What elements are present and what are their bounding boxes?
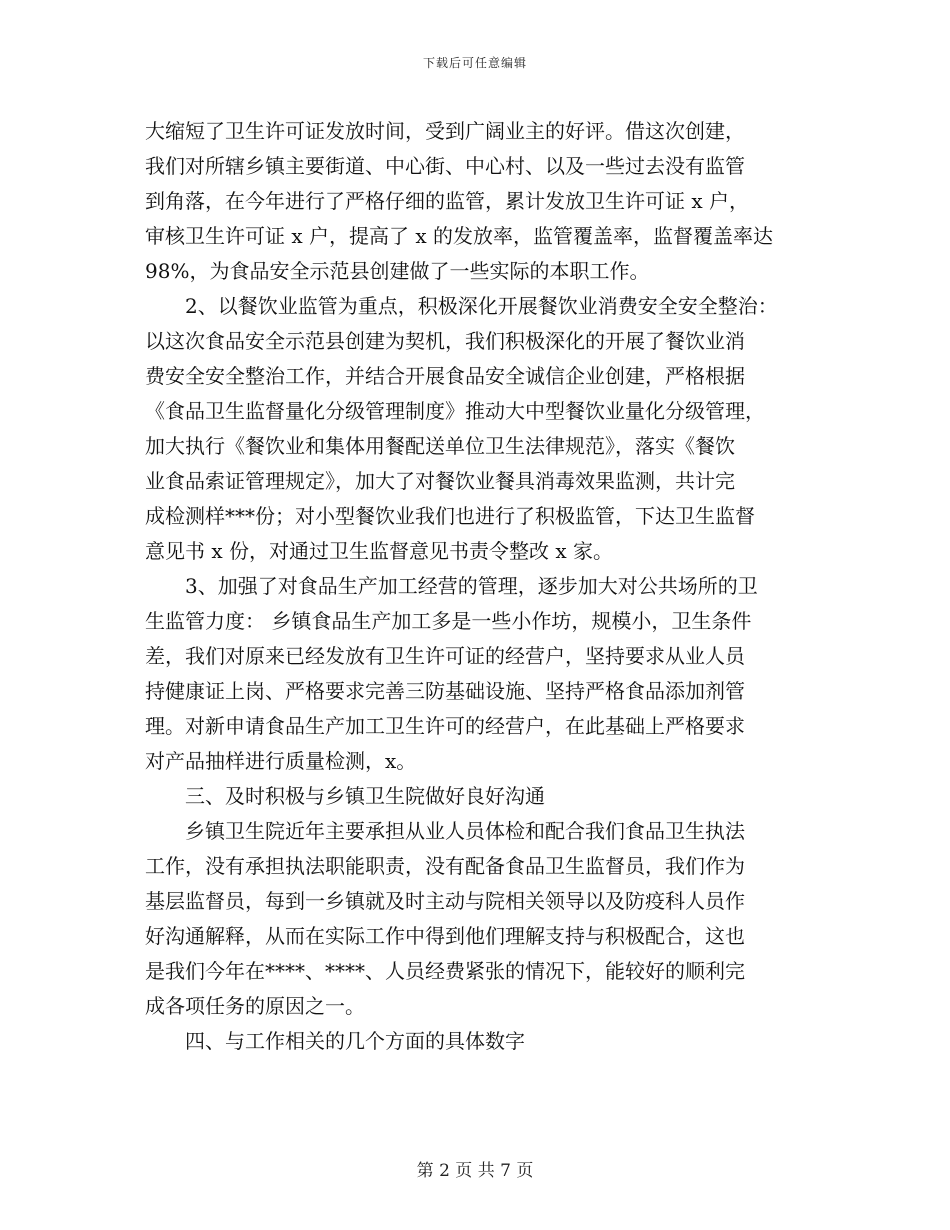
page-footer: 第 2 页 共 7 页 <box>416 1161 534 1181</box>
text-line: 持健康证上岗、严格要求完善三防基础设施、坚持严格食品添加剂管 <box>145 679 745 703</box>
text-line: 差，我们对原来已经发放有卫生许可证的经营户，坚持要求从业人员 <box>145 644 745 668</box>
text-line: 对产品抽样进行质量检测，x。 <box>145 749 417 773</box>
text-line: 生监管力度： 乡镇食品生产加工多是一些小作坊，规模小，卫生条件 <box>145 609 752 633</box>
text-line: 98%，为食品安全示范县创建做了一些实际的本职工作。 <box>145 259 650 283</box>
paragraph-heading-2: 2、以餐饮业监管为重点，积极深化开展餐饮业消费安全安全整治： <box>185 294 778 318</box>
text-line: 是我们今年在****、****、人员经费紧张的情况下，能较好的顺利完 <box>145 959 745 983</box>
text-line: 到角落，在今年进行了严格仔细的监管，累计发放卫生许可证 x 户， <box>145 189 749 213</box>
text-line: 理。对新申请食品生产加工卫生许可的经营户，在此基础上严格要求 <box>145 714 745 738</box>
text-line: 基层监督员，每到一乡镇就及时主动与院相关领导以及防疫科人员作 <box>145 889 745 913</box>
text-line: 意见书 x 份，对通过卫生监督意见书责令整改 x 家。 <box>145 539 613 563</box>
page-header: 下载后可任意编辑 <box>422 56 527 70</box>
text-line: 审核卫生许可证 x 户，提高了 x 的发放率，监管覆盖率，监督覆盖率达 <box>145 224 773 248</box>
text-line: 乡镇卫生院近年主要承担从业人员体检和配合我们食品卫生执法 <box>185 819 745 843</box>
text-line: 成检测样***份；对小型餐饮业我们也进行了积极监管，下达卫生监督 <box>145 504 755 528</box>
section-heading-4: 四、与工作相关的几个方面的具体数字 <box>185 1029 525 1053</box>
text-line: 费安全安全整治工作，并结合开展食品安全诚信企业创建，严格根据 <box>145 364 745 388</box>
text-line: 大缩短了卫生许可证发放时间，受到广阔业主的好评。借这次创建， <box>145 119 745 143</box>
section-heading-3: 三、及时积极与乡镇卫生院做好良好沟通 <box>185 784 545 808</box>
paragraph-heading-3: 3、加强了对食品生产加工经营的管理，逐步加大对公共场所的卫 <box>185 574 758 598</box>
text-line: 成各项任务的原因之一。 <box>145 994 365 1018</box>
text-line: 业食品索证管理规定》，加大了对餐饮业餐具消毒效果监测，共计完 <box>145 469 735 493</box>
text-line: 《食品卫生监督量化分级管理制度》推动大中型餐饮业量化分级管理， <box>145 399 765 423</box>
text-line: 我们对所辖乡镇主要街道、中心街、中心村、以及一些过去没有监管 <box>145 154 745 178</box>
document-body <box>145 114 825 1059</box>
text-line: 以这次食品安全示范县创建为契机，我们积极深化的开展了餐饮业消 <box>145 329 745 353</box>
text-line: 工作，没有承担执法职能职责，没有配备食品卫生监督员，我们作为 <box>145 854 745 878</box>
text-line: 好沟通解释，从而在实际工作中得到他们理解支持与积极配合，这也 <box>145 924 745 948</box>
text-line: 加大执行《餐饮业和集体用餐配送单位卫生法律规范》，落实《餐饮 <box>145 434 735 458</box>
